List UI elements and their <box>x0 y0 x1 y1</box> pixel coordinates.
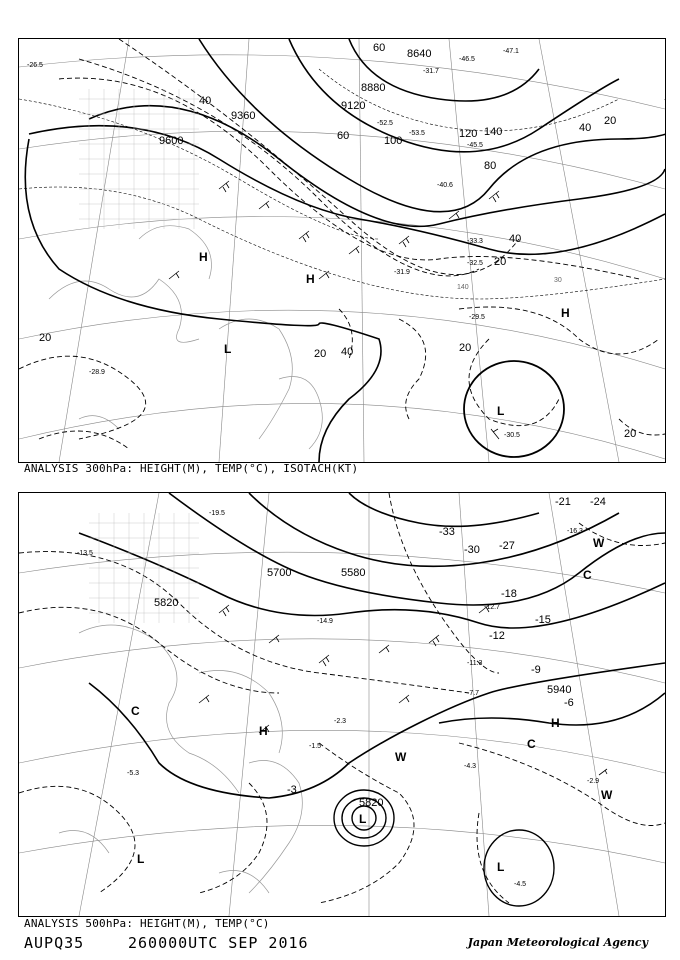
isotach-label: 20 <box>624 428 637 440</box>
coastlines <box>59 625 302 893</box>
isotach-label: 120 <box>459 128 478 140</box>
station-temp: -13.5 <box>77 550 93 557</box>
height-label: 8640 <box>407 48 432 60</box>
temp-label: -29.5 <box>469 314 485 321</box>
height-label: 5700 <box>267 567 292 579</box>
temp-label: -40.6 <box>437 182 453 189</box>
isotherm-label: -12 <box>489 630 505 642</box>
chart-500hpa <box>18 492 666 917</box>
chart-300hpa-caption: ANALYSIS 300hPa: HEIGHT(M), TEMP(°C), ISOTACH(KT) <box>24 462 359 475</box>
temp-label: -45.5 <box>467 142 483 149</box>
station-temp: -16.3 <box>567 528 583 535</box>
height-label: 8880 <box>361 82 386 94</box>
product-code: AUPQ35 <box>24 934 85 952</box>
low-pressure-marker: L <box>497 404 505 418</box>
isotherm-label: -3 <box>287 784 297 796</box>
isotherm-label: -27 <box>499 540 515 552</box>
station-temp: -2.3 <box>334 718 347 725</box>
temp-label: -32.5 <box>467 260 483 267</box>
isotach-label: 40 <box>579 122 592 134</box>
high-pressure-marker: H <box>561 306 570 320</box>
isotach-label: 60 <box>373 42 386 54</box>
low-pressure-marker: L <box>224 342 232 356</box>
chart-500hpa-caption: ANALYSIS 500hPa: HEIGHT(M), TEMP(°C) <box>24 917 270 930</box>
isotherm-label: -30 <box>464 544 480 556</box>
temp-label: -33.3 <box>467 238 483 245</box>
station-temp: -12.7 <box>484 604 500 611</box>
agency-name: Japan Meteorological Agency <box>467 936 648 949</box>
valid-time: 260000UTC SEP 2016 <box>128 934 309 952</box>
station-temp: -7.7 <box>467 690 480 697</box>
isotach-label: 20 <box>314 348 327 360</box>
high-pressure-marker: H <box>259 724 268 738</box>
station-temp: -5.3 <box>127 770 140 777</box>
temp-label: -53.5 <box>409 130 425 137</box>
isotach-label: 20 <box>604 115 617 127</box>
temp-label: -31.9 <box>394 269 410 276</box>
cold-marker: C <box>131 704 140 718</box>
grid-label: 140 <box>457 284 469 291</box>
isotach-label: 20 <box>459 342 472 354</box>
station-temp: -1.5 <box>309 743 322 750</box>
chart-500hpa-map <box>19 493 665 916</box>
height-contours <box>79 493 665 798</box>
height-label: 5820 <box>154 597 179 609</box>
height-label: 5940 <box>547 684 572 696</box>
isotherm-label: -33 <box>439 526 455 538</box>
chart-300hpa-map <box>19 39 665 462</box>
hatched-area <box>79 89 199 229</box>
temp-label: -46.5 <box>459 56 475 63</box>
station-temp: -4.5 <box>514 881 527 888</box>
coastlines <box>49 226 322 449</box>
isotach-label: 40 <box>341 346 354 358</box>
isotherm-label: -24 <box>590 496 606 508</box>
height-label: 9120 <box>341 100 366 112</box>
high-pressure-marker: H <box>199 250 208 264</box>
grid-label: 30 <box>554 277 562 284</box>
warm-marker: W <box>601 788 613 802</box>
temp-label: -26.5 <box>27 62 43 69</box>
cold-marker: C <box>527 737 536 751</box>
low-contour <box>464 361 564 457</box>
station-temp: -11.3 <box>467 660 483 667</box>
warm-marker: W <box>395 750 407 764</box>
height-label: 9600 <box>159 135 184 147</box>
temp-label: -47.1 <box>503 48 519 55</box>
height-label: 5580 <box>341 567 366 579</box>
low-pressure-marker: L <box>497 860 505 874</box>
cold-marker: C <box>583 568 592 582</box>
isotach-label: 60 <box>337 130 350 142</box>
station-temp: -4.3 <box>464 763 477 770</box>
height-label: 5820 <box>359 797 384 809</box>
station-temp: -2.9 <box>587 778 600 785</box>
temp-label: -28.9 <box>89 369 105 376</box>
isotach-label: 20 <box>494 256 507 268</box>
warm-marker: W <box>593 536 605 550</box>
isotach-label: 140 <box>484 126 503 138</box>
chart-300hpa <box>18 38 666 463</box>
isotherm-label: -15 <box>535 614 551 626</box>
station-temp: -19.5 <box>209 510 225 517</box>
isotach-label: 40 <box>199 95 212 107</box>
temp-label: -31.7 <box>423 68 439 75</box>
isotach-label: 40 <box>509 233 522 245</box>
isotherm-label: -21 <box>555 496 571 508</box>
temp-label: -30.5 <box>504 432 520 439</box>
low-pressure-marker: L <box>137 852 145 866</box>
station-temp: -14.9 <box>317 618 333 625</box>
temp-label: -52.5 <box>377 120 393 127</box>
high-pressure-marker: H <box>551 716 560 730</box>
low-pressure-marker: L <box>359 812 367 826</box>
isotherm-label: -6 <box>564 697 574 709</box>
height-label: 9360 <box>231 110 256 122</box>
isotherm-label: -18 <box>501 588 517 600</box>
high-pressure-marker: H <box>306 272 315 286</box>
wind-barbs <box>169 181 499 439</box>
isotach-label: 20 <box>39 332 52 344</box>
isotach-label: 100 <box>384 135 403 147</box>
isotach-label: 80 <box>484 160 497 172</box>
isotherm-label: -9 <box>531 664 541 676</box>
